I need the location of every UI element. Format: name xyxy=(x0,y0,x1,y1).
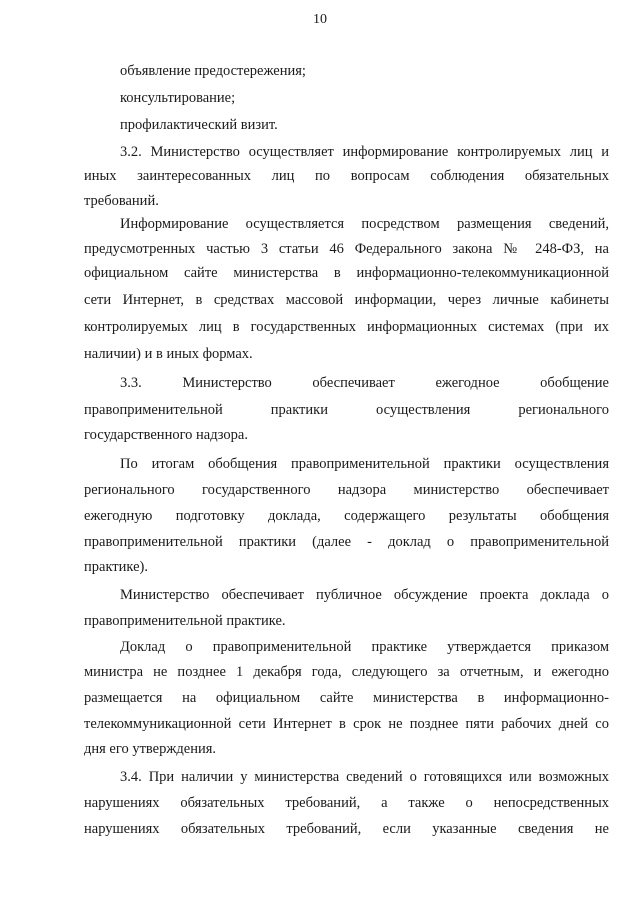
text-line: По итогам обобщения правоприменительной практики осуществления xyxy=(120,456,609,472)
text-line: ежегодную подготовку доклада, содержащего результаты обобщения xyxy=(84,508,609,524)
text-line: Министерство обеспечивает публичное обсуждение проекта доклада о xyxy=(120,587,609,603)
text-line: предусмотренных частью 3 статьи 46 Федерального закона № 248-ФЗ, на xyxy=(84,241,609,257)
text-line: телекоммуникационной сети Интернет в срок не позднее пяти рабочих дней со xyxy=(84,716,609,732)
text-line: контролируемых лиц в государственных информационных системах (при их xyxy=(84,319,609,335)
text-line: регионального государственного надзора министерство обеспечивает xyxy=(84,482,609,498)
text-line: требований. xyxy=(84,193,159,209)
text-line: Информирование осуществляется посредством размещения сведений, xyxy=(120,216,609,232)
text-line: наличии) и в иных формах. xyxy=(84,346,253,362)
text-line: 3.4. При наличии у министерства сведений о готовящихся или возможных xyxy=(120,769,609,785)
text-line: правоприменительной практики осуществления регионального xyxy=(84,402,609,418)
text-line: объявление предостережения; xyxy=(120,63,306,79)
text-line: дня его утверждения. xyxy=(84,741,217,757)
text-line: сети Интернет, в средствах массовой информации, через личные кабинеты xyxy=(84,292,609,308)
text-line: правоприменительной практике. xyxy=(84,613,286,629)
text-line: Доклад о правоприменительной практике утверждается приказом xyxy=(120,639,609,655)
text-line: практике). xyxy=(84,559,148,575)
text-line: государственного надзора. xyxy=(84,427,248,443)
page-number: 10 xyxy=(313,12,327,27)
text-line: правоприменительной практики (далее - доклад о правоприменительной xyxy=(84,534,609,550)
text-line: нарушениях обязательных требований, если указанные сведения не xyxy=(84,821,609,837)
text-line: иных заинтересованных лиц по вопросам соблюдения обязательных xyxy=(84,168,609,184)
text-line: нарушениях обязательных требований, а также о непосредственных xyxy=(84,795,609,811)
text-line: профилактический визит. xyxy=(120,117,278,133)
text-line: 3.3. Министерство обеспечивает ежегодное обобщение xyxy=(120,375,609,391)
text-line: 3.2. Министерство осуществляет информирование контролируемых лиц и xyxy=(120,144,609,160)
text-line: консультирование; xyxy=(120,90,236,106)
text-line: официальном сайте министерства в информационно-телекоммуникационной xyxy=(84,265,609,281)
text-line: министра не позднее 1 декабря года, следующего за отчетным, и ежегодно xyxy=(84,664,609,680)
text-line: размещается на официальном сайте министерства в информационно- xyxy=(84,690,609,706)
